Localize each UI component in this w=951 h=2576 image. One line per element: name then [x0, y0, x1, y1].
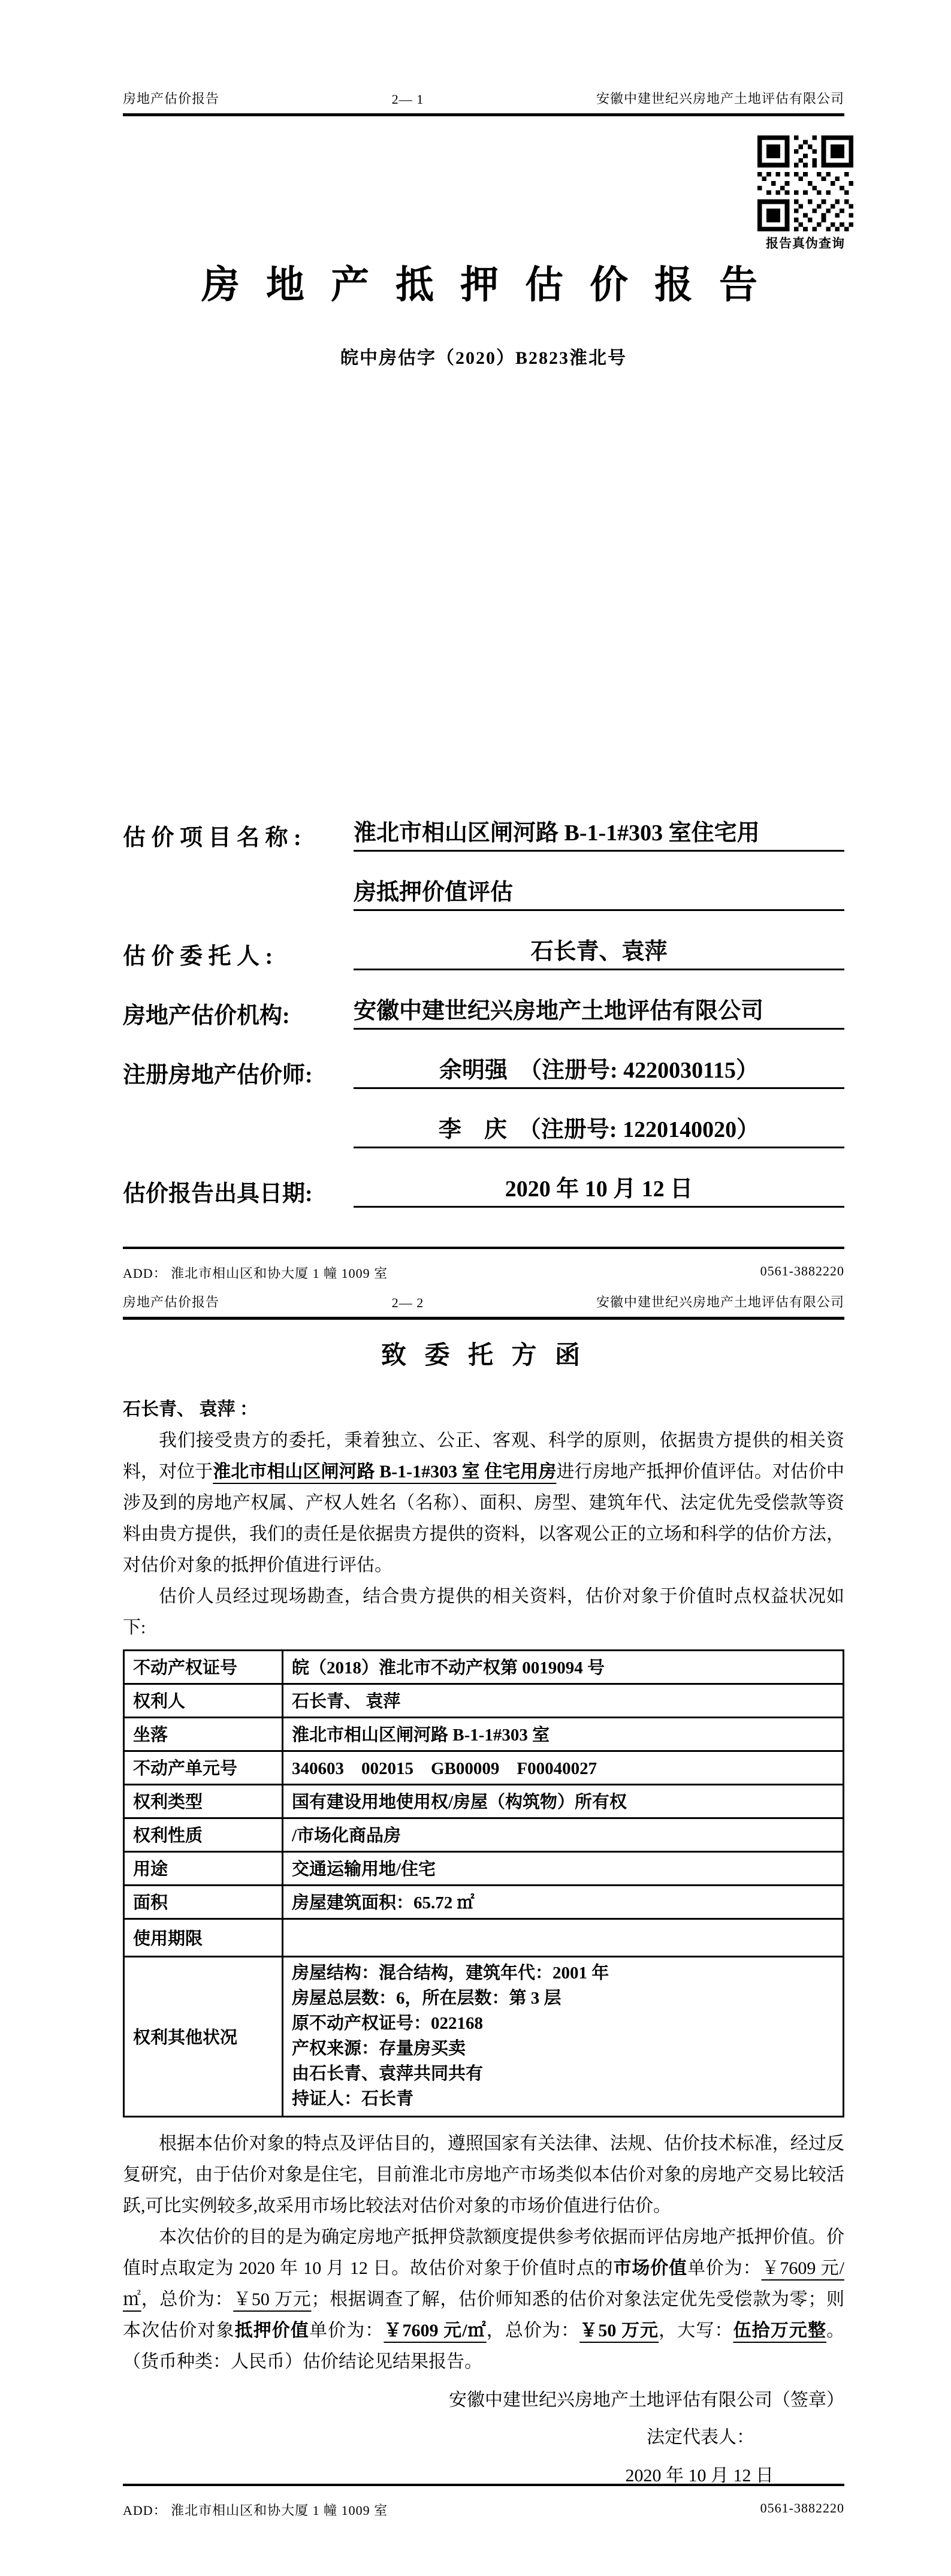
market-total-price: ￥50 万元	[233, 2290, 312, 2309]
qr-caption: 报告真伪查询	[766, 236, 845, 251]
field-value: 李 庆 （注册号: 1220140020）	[354, 1111, 844, 1148]
field-appraiser-2	[123, 1111, 844, 1148]
row-label: 不动产单元号	[124, 1751, 283, 1785]
mortgage-total-price: ￥50 万元	[579, 2321, 659, 2340]
table-row	[124, 1818, 844, 1852]
row-value: 淮北市相山区闸河路 B-1-1#303 室	[283, 1718, 844, 1751]
paragraph-text: ；根据调查了解，估价师知悉的估价对象法定优先受偿款为零；则本次估价对象	[123, 2290, 845, 2340]
footer-address: ADD： 淮北市相山区和协大厦 1 幢 1009 室	[123, 1266, 388, 1281]
mortgage-unit-price: ￥7609 元/㎡	[384, 2321, 487, 2340]
footer-phone: 0561-3882220	[760, 1263, 844, 1278]
footer-address: ADD： 淮北市相山区和协大厦 1 幢 1009 室	[123, 2503, 388, 2518]
row-label: 权利人	[124, 1684, 283, 1718]
field-appraiser-1	[123, 1051, 844, 1089]
table-row	[124, 1886, 844, 1919]
row-value	[283, 1957, 844, 2117]
letter-title: 致 委 托 方 函	[381, 1342, 586, 1370]
qr-block	[756, 135, 855, 252]
table-row	[124, 1785, 844, 1818]
market-unit-price: ￥7609 元/㎡	[123, 2258, 845, 2309]
header-report-title: 房地产估价报告	[123, 91, 220, 106]
row-label: 面积	[124, 1886, 283, 1919]
signature-legal-representative: 法定代表人：	[647, 2427, 754, 2447]
field-value: 安徽中建世纪兴房地产土地评估有限公司	[354, 992, 844, 1030]
table-row	[124, 1751, 844, 1785]
row-value-line: 房屋结构：混合结构，建筑年代：2001 年	[292, 1963, 609, 1983]
letter-page	[123, 1292, 844, 2491]
row-value: 石长青、 袁萍	[283, 1684, 844, 1718]
table-row	[124, 1919, 844, 1957]
cover-page	[123, 89, 844, 1229]
letter-salutation: 石长青、 袁萍 ：	[123, 1399, 258, 1419]
table-row	[124, 1684, 844, 1718]
property-rights-table	[123, 1649, 844, 2117]
field-value: 2020 年 10 月 12 日	[354, 1170, 844, 1208]
row-label: 权利类型	[124, 1785, 283, 1818]
letter-paragraph-4	[123, 2222, 844, 2378]
row-value: 340603 002015 GB00009 F00040027	[283, 1751, 844, 1785]
table-row	[124, 1852, 844, 1886]
field-value: 石长青、袁萍	[354, 933, 844, 970]
field-project-name	[123, 814, 844, 852]
table-row	[124, 1651, 844, 1684]
header-page-number: 2— 1	[391, 92, 424, 107]
row-value: 交通运输用地/住宅	[283, 1852, 844, 1886]
field-label: 估 价 委 托 人 :	[123, 944, 273, 969]
header-page-number: 2— 2	[391, 1295, 424, 1310]
field-agency	[123, 992, 844, 1030]
cover-fields	[123, 814, 844, 1208]
row-label: 不动产权证号	[124, 1651, 283, 1684]
document-number: 皖中房估字（2020）B2823淮北号	[340, 348, 627, 368]
letter-paragraph-3: 根据本估价对象的特点及评估目的，遵照国家有关法律、法规、估价技术标准，经过反复研究，由于估价对象是住宅，目前淮北市房地产市场类似本估价对象的房地产交易比较活跃,可比实例较多,故采用市场比较法对估价对象的市场价值进行估价。	[123, 2134, 844, 2216]
mortgage-value-term: 抵押价值	[234, 2321, 309, 2340]
field-label: 房地产估价机构:	[123, 1003, 290, 1028]
field-label: 估 价 项 目 名 称 :	[123, 825, 301, 850]
row-value: 国有建设用地使用权/房屋（构筑物）所有权	[283, 1785, 844, 1818]
field-value: 淮北市相山区闸河路 B-1-1#303 室住宅用	[354, 814, 844, 852]
paragraph-text: 。（货币种类：人民币）估价结论见结果报告。	[123, 2321, 845, 2372]
row-value-line: 由石长青、袁萍共同共有	[292, 2064, 484, 2083]
signature-company: 安徽中建世纪兴房地产土地评估有限公司（签章）	[449, 2390, 844, 2410]
price-in-words: 伍拾万元整	[733, 2321, 827, 2340]
row-value: 房屋建筑面积：65.72 ㎡	[283, 1886, 844, 1919]
row-value-line: 持证人：石长青	[292, 2089, 414, 2109]
paragraph-text: ，总价为：	[141, 2290, 234, 2309]
row-value: /市场化商品房	[283, 1818, 844, 1852]
paragraph-text: ，总价为：	[486, 2321, 580, 2340]
row-value-line: 原不动产权证号：022168	[292, 2014, 484, 2033]
table-row	[124, 1718, 844, 1751]
field-project-name-line2	[123, 873, 844, 911]
paragraph-text: 单价为：	[309, 2321, 384, 2340]
signature-date: 2020 年 10 月 12 日	[625, 2466, 774, 2485]
row-label: 使用期限	[124, 1919, 283, 1957]
page2-header	[123, 1292, 844, 1320]
paragraph-text: 单价为：	[687, 2258, 762, 2278]
letter-paragraph-1	[123, 1425, 844, 1581]
letter-paragraph-2: 估价人员经过现场勘查，结合贵方提供的相关资料，估价对象于价值时点权益状况如下:	[123, 1586, 844, 1637]
header-company-name: 安徽中建世纪兴房地产土地评估有限公司	[596, 91, 844, 106]
market-value-term: 市场价值	[613, 2258, 688, 2278]
paragraph-text: 我们接受贵方的委托，秉着独立、公正、客观、科学的原则，依据贵方提供的相关资料，对位于	[123, 1431, 844, 1482]
row-value-line: 房屋总层数：6，所在层数：第 3 层	[292, 1989, 561, 2008]
page1-footer	[123, 1247, 844, 1282]
paragraph-text: 进行房地产抵押价值评估。对估价中涉及到的房地产权属、产权人姓名（名称）、面积、房型、建筑年代、法定优先受偿款等资料由贵方提供，我们的责任是依据贵方提供的资料，以客观公正的立场和科学的估价方法，对估价对象的抵押价值进行评估。	[123, 1462, 844, 1575]
field-value: 房抵押价值评估	[354, 873, 844, 911]
field-issue-date	[123, 1170, 844, 1208]
qr-code	[757, 135, 853, 231]
row-label: 权利性质	[124, 1818, 283, 1852]
subject-property-address: 淮北市相山区闸河路 B-1-1#303 室 住宅用房	[213, 1462, 557, 1482]
page1-header	[123, 89, 844, 116]
page2-footer	[123, 2484, 844, 2519]
paragraph-text: 本次估价的目的是为确定房地产抵押贷款额度提供参考依据而评估房地产抵押价值。价值时点取定为 2020 年 10 月 12 日。故估价对象于价值时点的	[123, 2227, 844, 2278]
row-value-line: 产权来源：存量房买卖	[292, 2039, 466, 2058]
row-value	[283, 1919, 844, 1957]
field-client	[123, 933, 844, 970]
row-label: 权利其他状况	[124, 1957, 283, 2117]
row-value: 皖（2018）淮北市不动产权第 0019094 号	[283, 1651, 844, 1684]
header-company-name: 安徽中建世纪兴房地产土地评估有限公司	[596, 1295, 844, 1310]
footer-phone: 0561-3882220	[760, 2500, 844, 2515]
row-label: 用途	[124, 1852, 283, 1886]
row-label: 坐落	[124, 1718, 283, 1751]
field-label: 估价报告出具日期:	[123, 1181, 313, 1206]
cover-title: 房 地 产 抵 押 估 价 报 告	[201, 264, 766, 306]
field-label: 注册房地产估价师:	[123, 1063, 313, 1088]
field-value: 余明强 （注册号: 4220030115）	[354, 1051, 844, 1089]
header-report-title: 房地产估价报告	[123, 1295, 220, 1310]
table-row	[124, 1957, 844, 2117]
paragraph-text: ，大写：	[659, 2321, 733, 2340]
